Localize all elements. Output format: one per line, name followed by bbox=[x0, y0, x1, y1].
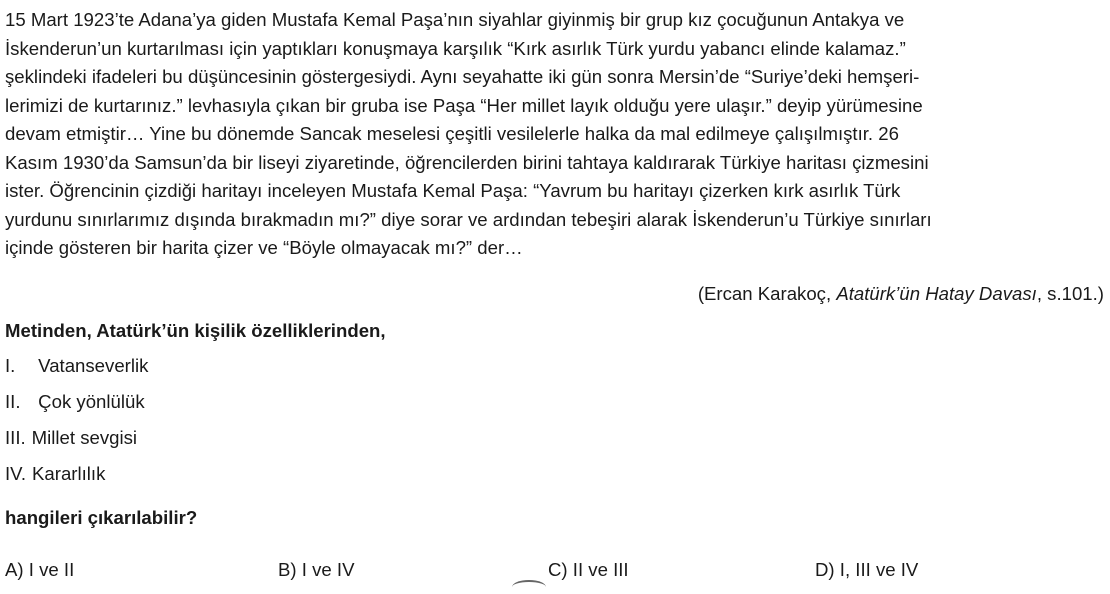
passage-line: şeklindeki ifadeleri bu düşüncesinin göstergesiydi. Aynı seyahatte iki gün sonra Mersin’de “Suriye’deki hemşeri- bbox=[5, 66, 920, 87]
option-label: C) bbox=[548, 559, 568, 580]
item-text: Çok yönlülük bbox=[38, 391, 145, 412]
roman-numeral-list bbox=[5, 354, 148, 498]
option-text: I ve IV bbox=[301, 559, 355, 580]
passage-line: yurdunu sınırlarımız dışında bırakmadın mı?” diye sorar ve ardından tebeşiri alarak İskenderun’u Türkiye sınırları bbox=[5, 208, 932, 230]
citation bbox=[698, 282, 1104, 306]
citation-book-title: Atatürk’ün Hatay Davası bbox=[836, 283, 1037, 304]
option-label: B) bbox=[278, 559, 297, 580]
passage-line: ister. Öğrencinin çizdiği haritayı inceleyen Mustafa Kemal Paşa: “Yavrum bu haritayı çizerken kırk asırlık Türk bbox=[5, 180, 901, 201]
item-number: II. bbox=[5, 391, 21, 412]
passage-line: Kasım 1930’da Samsun’da bir liseyi ziyaretinde, öğrencilerden birini tahtaya kaldırarak Türkiye haritası çizmesini bbox=[5, 151, 929, 173]
option-text: I, III ve IV bbox=[839, 559, 919, 580]
citation-open: (Ercan Karakoç, bbox=[697, 283, 837, 304]
list-item bbox=[5, 390, 148, 426]
passage-text bbox=[5, 6, 1105, 263]
passage-line: lerimizi de kurtarınız.” levhasıyla çıkan bir gruba ise Paşa “Her millet layık olduğu yere ulaşır.” deyip yürümesine bbox=[5, 94, 923, 116]
page-edge-mark bbox=[512, 580, 546, 594]
item-number: IV. bbox=[5, 463, 27, 484]
question-stem: Metinden, Atatürk’ün kişilik özelliklerinden, bbox=[5, 320, 386, 341]
passage-line: İskenderun’un kurtarılması için yaptıkları konuşmaya karşılık “Kırk asırlık Türk yurdu yabancı elinde kalamaz.” bbox=[5, 37, 906, 59]
list-item bbox=[5, 462, 148, 498]
list-item bbox=[5, 426, 148, 462]
item-text: Kararlılık bbox=[32, 463, 106, 484]
passage-line: 15 Mart 1923’te Adana’ya giden Mustafa Kemal Paşa’nın siyahlar giyinmiş bir grup kız çocuğunun Antakya ve bbox=[5, 9, 905, 30]
option-c[interactable] bbox=[548, 558, 629, 582]
option-text: I ve II bbox=[28, 559, 75, 580]
list-item bbox=[5, 354, 148, 390]
passage-line: devam etmiştir… Yine bu dönemde Sancak meselesi çeşitli vesilelerle halka da mal edilmeye çalışılmıştır. 26 bbox=[5, 123, 899, 144]
option-d[interactable] bbox=[815, 558, 918, 582]
item-text: Vatanseverlik bbox=[38, 355, 149, 376]
option-text: II ve III bbox=[572, 559, 629, 580]
option-label: D) bbox=[815, 559, 835, 580]
option-b[interactable] bbox=[278, 558, 354, 582]
option-label: A) bbox=[5, 559, 24, 580]
option-a[interactable] bbox=[5, 558, 74, 582]
question-prompt: hangileri çıkarılabilir? bbox=[5, 507, 198, 528]
item-number: III. bbox=[5, 427, 26, 448]
item-text: Millet sevgisi bbox=[31, 427, 138, 448]
item-number: I. bbox=[5, 355, 16, 376]
citation-close: , s.101.) bbox=[1036, 283, 1104, 304]
passage-line: içinde gösteren bir harita çizer ve “Böyle olmayacak mı?” der… bbox=[5, 237, 523, 258]
